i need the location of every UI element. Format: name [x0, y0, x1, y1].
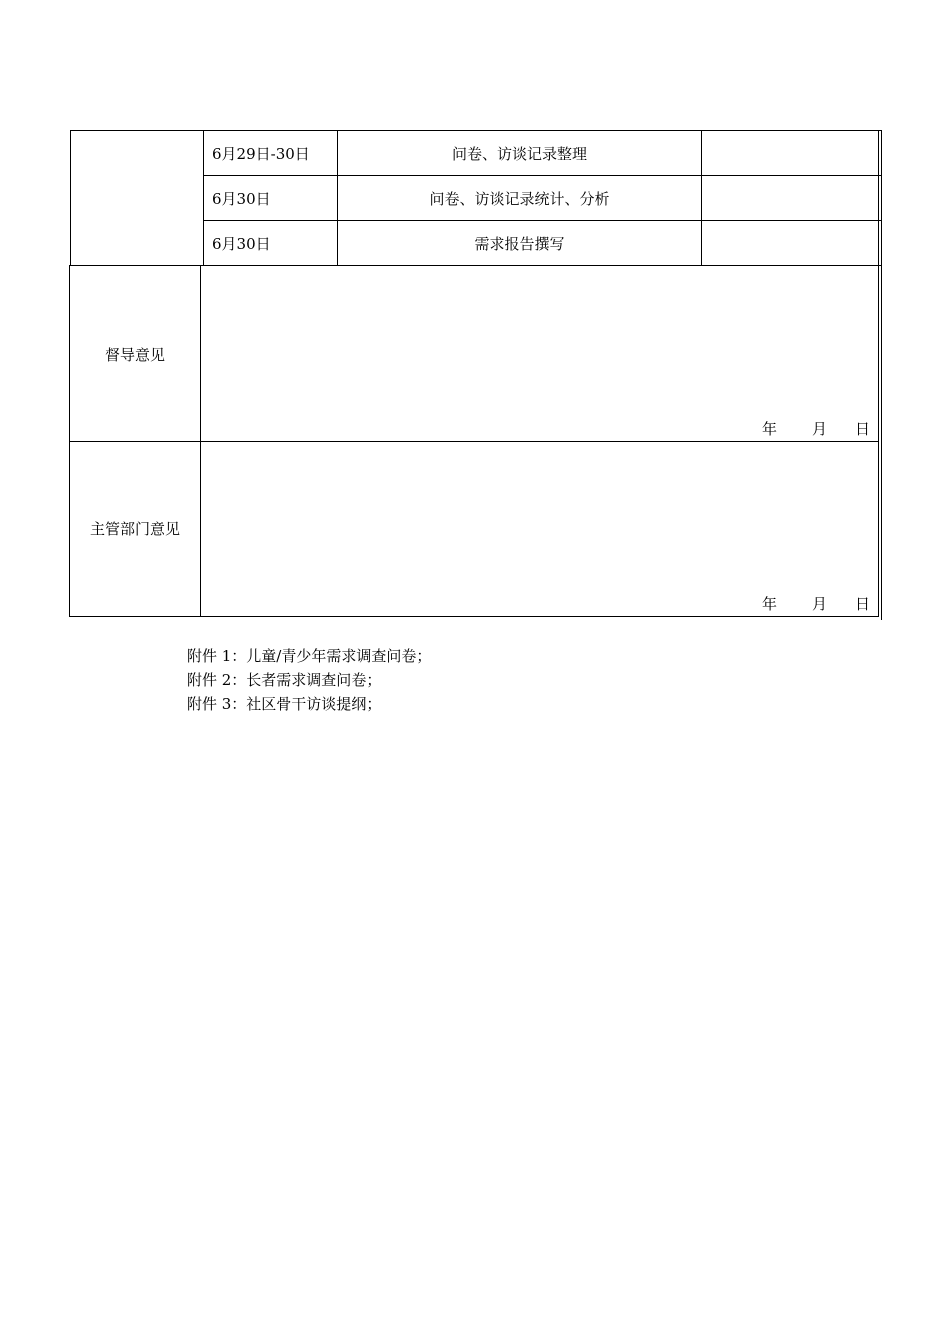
schedule-task: 需求报告撰写 — [474, 235, 565, 253]
schedule-date: 6月30日 — [212, 235, 271, 253]
date-day-label: 日 — [855, 420, 871, 438]
date-month-label: 月 — [812, 420, 828, 438]
table-border-left — [70, 130, 71, 266]
col-divider — [203, 130, 204, 266]
department-opinion-label: 主管部门意见 — [89, 520, 180, 538]
date-year-label: 年 — [762, 595, 778, 613]
date-day-label: 日 — [855, 595, 871, 613]
table-border-top — [70, 130, 881, 131]
table-border-right — [878, 265, 879, 617]
department-opinion-field[interactable] — [201, 442, 878, 616]
row-divider — [203, 175, 881, 176]
schedule-date: 6月29日-30日 — [212, 145, 310, 163]
date-month-label: 月 — [812, 595, 828, 613]
row-divider — [203, 220, 881, 221]
date-year-label: 年 — [762, 420, 778, 438]
supervisor-opinion-label: 督导意见 — [104, 346, 165, 364]
schedule-date: 6月30日 — [212, 190, 271, 208]
attachment-item: 附件 3：社区骨干访谈提纲； — [187, 695, 382, 713]
attachment-item: 附件 1：儿童/青少年需求调查问卷； — [187, 647, 432, 665]
supervisor-opinion-field[interactable] — [201, 266, 878, 441]
table-border-left — [69, 265, 70, 617]
table-border-bottom — [69, 616, 879, 617]
table-border-right — [878, 130, 879, 266]
col-divider — [701, 130, 702, 266]
schedule-task: 问卷、访谈记录整理 — [451, 145, 587, 163]
attachment-item: 附件 2：长者需求调查问卷； — [187, 671, 382, 689]
schedule-task: 问卷、访谈记录统计、分析 — [429, 190, 610, 208]
table-border-right-outer — [881, 130, 882, 620]
